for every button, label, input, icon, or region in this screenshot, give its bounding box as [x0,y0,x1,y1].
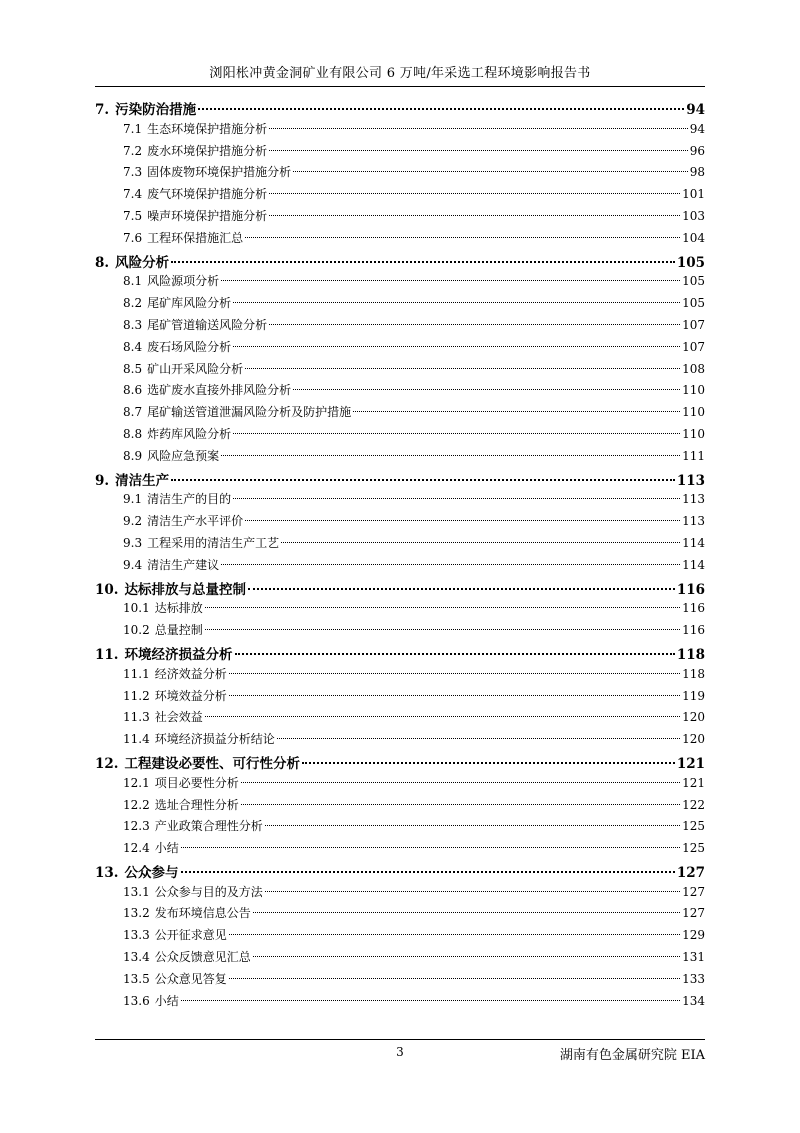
toc-section-entry[interactable] [95,970,705,992]
toc-entry-title: 清洁生产的目的 [147,492,232,507]
toc-entry-number: 13.5 [123,971,150,986]
toc-entry-number: 9.3 [123,535,143,550]
toc-dot-leader [281,542,680,543]
toc-dot-leader [265,825,680,826]
toc-entry-title: 固体废物环境保护措施分析 [147,165,292,180]
toc-entry-number: 11.1 [123,666,150,681]
toc-section-entry[interactable] [95,774,705,796]
toc-section-entry[interactable] [95,904,705,926]
toc-entry-title: 风险分析 [115,254,170,271]
toc-section-entry[interactable] [95,272,705,294]
toc-section-entry[interactable] [95,229,705,251]
toc-entry-number: 11.2 [123,688,150,703]
toc-entry-page: 122 [682,797,705,812]
toc-section-entry[interactable] [95,992,705,1014]
toc-dot-leader [229,695,680,696]
toc-dot-leader [221,280,680,281]
toc-dot-leader [221,564,680,565]
toc-entry-number: 13.6 [123,993,150,1008]
toc-section-entry[interactable] [95,360,705,382]
toc-entry-number: 11.3 [123,710,150,725]
toc-section-entry[interactable] [95,512,705,534]
header-divider [95,86,705,87]
toc-entry-page: 103 [682,208,705,223]
toc-entry-title: 公众参与目的及方法 [154,884,263,899]
toc-dot-leader [302,762,675,764]
toc-entry-page: 114 [682,535,705,550]
toc-entry-title: 项目必要性分析 [154,775,239,790]
toc-entry-title: 尾矿管道输送风险分析 [147,317,268,332]
toc-section-entry[interactable] [95,207,705,229]
toc-entry-page: 125 [682,841,705,856]
toc-entry-number: 13. [95,864,119,881]
toc-section-entry[interactable] [95,185,705,207]
toc-entry-page: 107 [682,317,705,332]
toc-entry-title: 清洁生产 [115,472,170,489]
toc-dot-leader [241,804,680,805]
toc-entry-number: 12.4 [123,841,150,856]
toc-entry-number: 10. [95,581,119,598]
toc-entry-number: 7.2 [123,143,143,158]
toc-entry-page: 105 [682,274,705,289]
toc-entry-title: 工程采用的清洁生产工艺 [147,535,280,550]
toc-dot-leader [233,433,680,434]
toc-entry-title: 环境经济损益分析 [124,646,233,663]
toc-section-entry[interactable] [95,556,705,578]
toc-section-entry[interactable] [95,120,705,142]
toc-dot-leader [205,607,680,608]
toc-dot-leader [293,389,680,390]
toc-dot-leader [205,629,680,630]
toc-entry-page: 113 [676,472,705,489]
toc-entry-page: 120 [682,710,705,725]
toc-section-entry[interactable] [95,599,705,621]
toc-dot-leader [181,871,675,873]
toc-dot-leader [269,324,680,325]
toc-dot-leader [171,479,675,481]
toc-entry-page: 127 [682,906,705,921]
toc-entry-number: 7.4 [123,187,143,202]
toc-entry-page: 131 [682,950,705,965]
toc-dot-leader [233,498,680,499]
toc-entry-number: 13.3 [123,928,150,943]
toc-section-entry[interactable] [95,883,705,905]
toc-section-entry[interactable] [95,447,705,469]
toc-entry-title: 达标排放与总量控制 [124,581,246,598]
toc-entry-number: 13.4 [123,950,150,965]
toc-section-entry[interactable] [95,708,705,730]
toc-entry-page: 118 [676,646,705,663]
toc-entry-page: 134 [682,993,705,1008]
toc-entry-number: 8.8 [123,426,143,441]
footer-organization: 湖南有色金属研究院 EIA [559,1048,705,1063]
toc-entry-page: 127 [676,864,705,881]
toc-section-entry[interactable] [95,948,705,970]
toc-dot-leader [221,455,680,456]
toc-chapter-entry[interactable] [95,251,705,273]
toc-dot-leader [269,193,680,194]
page-header: 浏阳枨冲黄金洞矿业有限公司 6 万吨/年采选工程环境影响报告书 [209,66,591,81]
toc-entry-page: 101 [682,187,705,202]
toc-entry-number: 10.2 [123,623,150,638]
toc-dot-leader [245,520,680,521]
toc-entry-title: 公众参与 [124,864,179,881]
toc-dot-leader [181,847,680,848]
toc-dot-leader [245,368,680,369]
toc-section-entry[interactable] [95,338,705,360]
toc-chapter-entry[interactable] [95,98,705,120]
toc-entry-number: 8.1 [123,274,143,289]
toc-dot-leader [293,171,688,172]
toc-entry-number: 11.4 [123,732,150,747]
toc-entry-number: 9.2 [123,514,143,529]
toc-entry-title: 尾矿库风险分析 [147,296,232,311]
toc-section-entry[interactable] [95,839,705,861]
toc-entry-page: 110 [682,426,705,441]
toc-entry-page: 107 [682,339,705,354]
toc-dot-leader [253,912,680,913]
toc-chapter-entry[interactable] [95,752,705,774]
toc-entry-number: 9.4 [123,557,143,572]
toc-section-entry[interactable] [95,425,705,447]
toc-entry-number: 8.5 [123,361,143,376]
toc-entry-page: 96 [689,143,705,158]
toc-dot-leader [233,346,680,347]
toc-dot-leader [353,411,680,412]
toc-entry-number: 8.9 [123,448,143,463]
toc-entry-title: 选矿废水直接外排风险分析 [147,383,292,398]
toc-entry-number: 8.4 [123,339,143,354]
toc-entry-number: 7. [95,102,110,118]
toc-entry-page: 118 [682,666,705,681]
toc-chapter-entry[interactable] [95,861,705,883]
toc-entry-page: 111 [682,448,705,463]
footer-divider [95,1039,705,1040]
toc-entry-page: 120 [682,732,705,747]
toc-entry-title: 废水环境保护措施分析 [147,143,268,158]
toc-entry-page: 116 [682,601,705,616]
toc-section-entry[interactable] [95,294,705,316]
toc-entry-page: 98 [689,165,705,180]
toc-section-entry[interactable] [95,665,705,687]
toc-section-entry[interactable] [95,403,705,425]
toc-entry-number: 12.1 [123,775,150,790]
toc-entry-title: 污染防治措施 [115,102,197,118]
toc-entry-title: 生态环境保护措施分析 [147,121,268,136]
toc-section-entry[interactable] [95,730,705,752]
toc-entry-page: 113 [682,492,705,507]
toc-entry-title: 风险源项分析 [147,274,220,289]
toc-entry-title: 环境效益分析 [154,688,227,703]
toc-entry-title: 达标排放 [154,601,203,616]
toc-entry-number: 9. [95,472,110,489]
toc-chapter-entry[interactable] [95,578,705,600]
toc-dot-leader [265,891,680,892]
toc-dot-leader [269,215,680,216]
toc-dot-leader [229,673,680,674]
toc-entry-page: 129 [682,928,705,943]
toc-entry-title: 社会效益 [154,710,203,725]
toc-entry-title: 公开征求意见 [154,928,227,943]
toc-entry-title: 环境经济损益分析结论 [154,732,275,747]
toc-entry-title: 公众反馈意见汇总 [154,950,251,965]
toc-entry-number: 8.3 [123,317,143,332]
toc-entry-title: 废石场风险分析 [147,339,232,354]
toc-entry-number: 8.7 [123,405,143,420]
toc-section-entry[interactable] [95,534,705,556]
toc-entry-number: 10.1 [123,601,150,616]
toc-section-entry[interactable] [95,796,705,818]
toc-entry-page: 108 [682,361,705,376]
toc-entry-number: 9.1 [123,492,143,507]
toc-section-entry[interactable] [95,621,705,643]
toc-entry-page: 121 [682,775,705,790]
toc-entry-page: 125 [682,819,705,834]
toc-entry-title: 经济效益分析 [154,666,227,681]
toc-dot-leader [253,956,680,957]
toc-entry-title: 炸药库风险分析 [147,426,232,441]
toc-entry-title: 发布环境信息公告 [154,906,251,921]
table-of-contents [95,98,705,1013]
toc-entry-title: 尾矿输送管道泄漏风险分析及防护措施 [147,405,352,420]
toc-dot-leader [229,934,680,935]
toc-entry-title: 清洁生产水平评价 [147,514,244,529]
toc-entry-number: 7.1 [123,121,143,136]
toc-section-entry[interactable] [95,142,705,164]
toc-dot-leader [269,128,688,129]
toc-section-entry[interactable] [95,163,705,185]
toc-entry-title: 废气环境保护措施分析 [147,187,268,202]
toc-entry-page: 116 [682,623,705,638]
toc-entry-page: 133 [682,971,705,986]
toc-dot-leader [181,1000,680,1001]
toc-entry-page: 127 [682,884,705,899]
toc-dot-leader [245,237,680,238]
toc-entry-title: 产业政策合理性分析 [154,819,263,834]
toc-dot-leader [277,738,680,739]
toc-entry-number: 7.5 [123,208,143,223]
toc-section-entry[interactable] [95,381,705,403]
toc-entry-page: 113 [682,514,705,529]
toc-entry-number: 11. [95,646,119,663]
toc-entry-number: 13.2 [123,906,150,921]
toc-entry-number: 13.1 [123,884,150,899]
toc-entry-title: 工程建设必要性、可行性分析 [124,755,300,772]
toc-entry-number: 8. [95,254,110,271]
toc-dot-leader [269,150,688,151]
toc-entry-page: 94 [686,102,705,118]
toc-chapter-entry[interactable] [95,643,705,665]
page-number: 3 [396,1045,404,1059]
toc-entry-page: 105 [676,254,705,271]
toc-entry-title: 矿山开采风险分析 [147,361,244,376]
toc-dot-leader [205,716,680,717]
toc-entry-number: 12.3 [123,819,150,834]
toc-dot-leader [241,782,680,783]
toc-section-entry[interactable] [95,687,705,709]
toc-dot-leader [233,302,680,303]
toc-entry-title: 选址合理性分析 [154,797,239,812]
toc-entry-title: 小结 [154,841,179,856]
toc-dot-leader [235,653,675,655]
toc-entry-page: 114 [682,557,705,572]
toc-entry-number: 12. [95,755,119,772]
toc-section-entry[interactable] [95,490,705,512]
toc-entry-number: 8.6 [123,383,143,398]
toc-dot-leader [229,978,680,979]
toc-dot-leader [198,108,684,110]
toc-entry-number: 7.6 [123,230,143,245]
toc-entry-page: 116 [676,581,705,598]
toc-section-entry[interactable] [95,926,705,948]
toc-entry-title: 公众意见答复 [154,971,227,986]
toc-dot-leader [248,588,675,590]
toc-entry-title: 小结 [154,993,179,1008]
toc-entry-title: 噪声环境保护措施分析 [147,208,268,223]
toc-entry-page: 110 [682,405,705,420]
toc-entry-page: 110 [682,383,705,398]
toc-entry-title: 清洁生产建议 [147,557,220,572]
toc-entry-number: 7.3 [123,165,143,180]
toc-entry-page: 94 [689,121,705,136]
toc-chapter-entry[interactable] [95,469,705,491]
toc-entry-number: 8.2 [123,296,143,311]
toc-section-entry[interactable] [95,316,705,338]
toc-entry-page: 121 [676,755,705,772]
toc-entry-page: 119 [682,688,705,703]
toc-entry-page: 104 [682,230,705,245]
toc-entry-number: 12.2 [123,797,150,812]
toc-section-entry[interactable] [95,817,705,839]
toc-entry-title: 总量控制 [154,623,203,638]
toc-entry-title: 工程环保措施汇总 [147,230,244,245]
toc-entry-title: 风险应急预案 [147,448,220,463]
toc-dot-leader [171,261,675,263]
toc-entry-page: 105 [682,296,705,311]
